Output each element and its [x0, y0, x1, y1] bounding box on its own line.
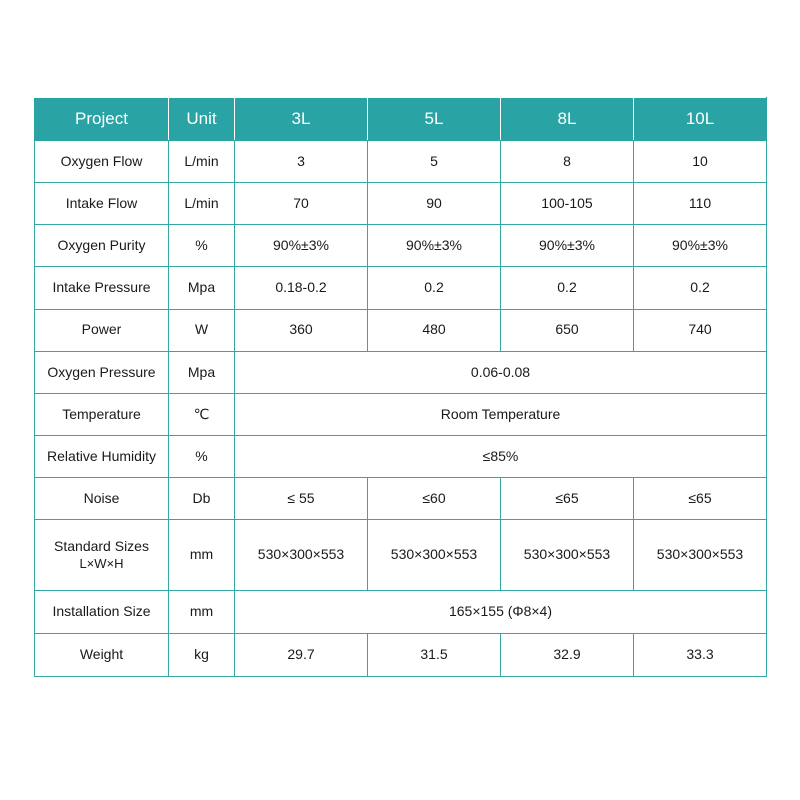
cell-all-models: 0.06-0.08: [235, 351, 767, 393]
cell-5l: 31.5: [368, 633, 501, 676]
header-project: Project: [35, 98, 169, 141]
row-weight: [35, 633, 767, 676]
row-label: Weight: [35, 633, 169, 676]
row-label: Installation Size: [35, 590, 169, 633]
row-standard-sizes: [35, 520, 767, 590]
cell-8l: 90%±3%: [501, 225, 634, 267]
cell-5l: 0.2: [368, 267, 501, 309]
cell-5l: 530×300×553: [368, 520, 501, 590]
row-relative-humidity: [35, 436, 767, 478]
row-label: Oxygen Flow: [35, 141, 169, 183]
header-model-10l: 10L: [634, 98, 767, 141]
cell-8l: 8: [501, 141, 634, 183]
row-unit: Mpa: [169, 267, 235, 309]
cell-10l: 110: [634, 183, 767, 225]
row-label: Relative Humidity: [35, 436, 169, 478]
header-model-5l: 5L: [368, 98, 501, 141]
row-unit: %: [169, 436, 235, 478]
row-label: Temperature: [35, 393, 169, 435]
row-unit: mm: [169, 520, 235, 590]
cell-10l: 33.3: [634, 633, 767, 676]
cell-3l: 360: [235, 309, 368, 351]
cell-3l: 3: [235, 141, 368, 183]
row-label: Oxygen Pressure: [35, 351, 169, 393]
row-label: [35, 520, 169, 590]
cell-3l: 0.18-0.2: [235, 267, 368, 309]
row-label: Oxygen Purity: [35, 225, 169, 267]
cell-3l: ≤ 55: [235, 478, 368, 520]
row-unit: ℃: [169, 393, 235, 435]
cell-10l: ≤65: [634, 478, 767, 520]
cell-3l: 70: [235, 183, 368, 225]
row-unit: L/min: [169, 141, 235, 183]
row-installation-size: [35, 590, 767, 633]
cell-8l: 530×300×553: [501, 520, 634, 590]
row-unit: Db: [169, 478, 235, 520]
header-unit: Unit: [169, 98, 235, 141]
row-label: Intake Pressure: [35, 267, 169, 309]
row-oxygen-flow: [35, 141, 767, 183]
cell-8l: 100-105: [501, 183, 634, 225]
cell-all-models: 165×155 (Φ8×4): [235, 590, 767, 633]
row-oxygen-pressure: [35, 351, 767, 393]
cell-5l: 90: [368, 183, 501, 225]
header-model-8l: 8L: [501, 98, 634, 141]
cell-5l: 5: [368, 141, 501, 183]
row-label: Power: [35, 309, 169, 351]
row-unit: Mpa: [169, 351, 235, 393]
cell-8l: ≤65: [501, 478, 634, 520]
header-model-3l: 3L: [235, 98, 368, 141]
cell-8l: 650: [501, 309, 634, 351]
header-row: [35, 98, 767, 141]
cell-all-models: Room Temperature: [235, 393, 767, 435]
row-label-sub: L×W×H: [79, 555, 124, 571]
row-unit: mm: [169, 590, 235, 633]
row-unit: L/min: [169, 183, 235, 225]
cell-3l: 530×300×553: [235, 520, 368, 590]
row-label: Intake Flow: [35, 183, 169, 225]
spec-table: [34, 97, 767, 677]
cell-5l: ≤60: [368, 478, 501, 520]
cell-3l: 90%±3%: [235, 225, 368, 267]
cell-10l: 90%±3%: [634, 225, 767, 267]
row-unit: W: [169, 309, 235, 351]
row-noise: [35, 478, 767, 520]
cell-10l: 0.2: [634, 267, 767, 309]
cell-10l: 10: [634, 141, 767, 183]
row-intake-pressure: [35, 267, 767, 309]
row-oxygen-purity: [35, 225, 767, 267]
row-label-main: Standard Sizes: [54, 538, 149, 555]
row-unit: %: [169, 225, 235, 267]
row-label: Noise: [35, 478, 169, 520]
cell-3l: 29.7: [235, 633, 368, 676]
cell-8l: 32.9: [501, 633, 634, 676]
row-power: [35, 309, 767, 351]
row-temperature: [35, 393, 767, 435]
cell-10l: 740: [634, 309, 767, 351]
row-unit: kg: [169, 633, 235, 676]
cell-all-models: ≤85%: [235, 436, 767, 478]
cell-10l: 530×300×553: [634, 520, 767, 590]
row-intake-flow: [35, 183, 767, 225]
cell-5l: 480: [368, 309, 501, 351]
cell-8l: 0.2: [501, 267, 634, 309]
cell-5l: 90%±3%: [368, 225, 501, 267]
